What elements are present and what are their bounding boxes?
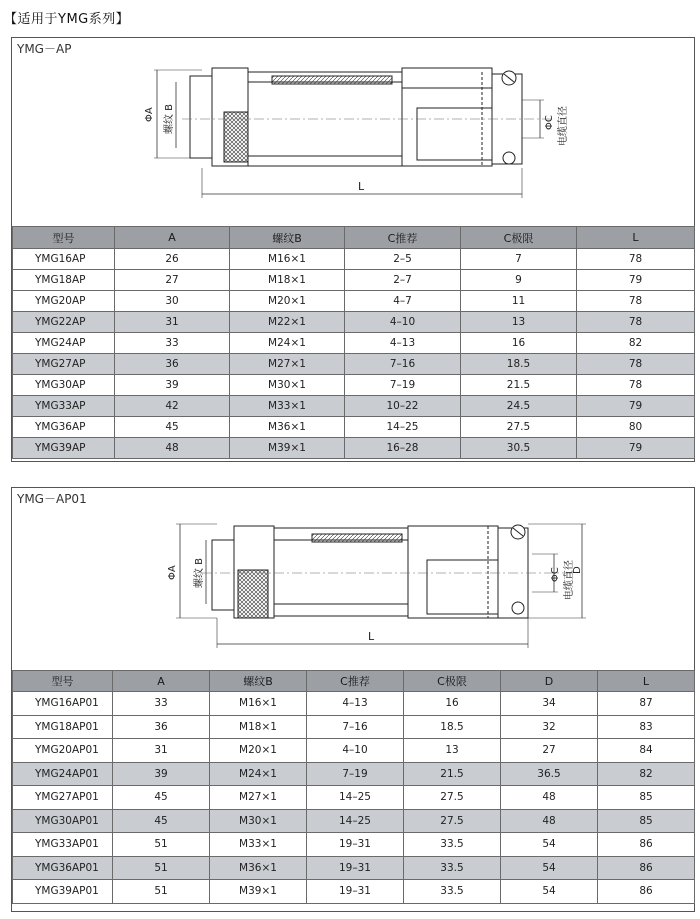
cell-a: 45 (113, 786, 210, 810)
cell-d: 36.5 (501, 762, 598, 786)
cell-d: 32 (501, 715, 598, 739)
ymg-ap01-panel (11, 487, 695, 912)
cell-l: 86 (598, 880, 695, 904)
table-row (13, 270, 695, 291)
cell-c-limit: 18.5 (404, 715, 501, 739)
cell-thread-b: M36×1 (210, 856, 307, 880)
cell-l: 82 (577, 333, 695, 354)
cell-l: 82 (598, 762, 695, 786)
cell-l: 80 (577, 417, 695, 438)
table-row (13, 880, 695, 904)
ymg-ap01-spec-table (12, 670, 695, 904)
cell-c-recommended: 7–16 (307, 715, 404, 739)
cell-c-recommended: 4–10 (345, 312, 461, 333)
cell-a: 51 (113, 833, 210, 857)
cell-thread-b: M22×1 (230, 312, 345, 333)
cell-c-limit: 13 (404, 739, 501, 763)
table-row (13, 375, 695, 396)
cell-c-limit: 9 (461, 270, 577, 291)
cell-c-limit: 27.5 (461, 417, 577, 438)
cell-c-recommended: 7–19 (345, 375, 461, 396)
cell-a: 31 (113, 739, 210, 763)
cell-c-limit: 18.5 (461, 354, 577, 375)
cell-l: 83 (598, 715, 695, 739)
table-row (13, 438, 695, 459)
phi-c-label: ΦC (544, 115, 555, 130)
cable-dia-label: 电缆直径 (558, 106, 569, 146)
cell-thread-b: M18×1 (210, 715, 307, 739)
cell-thread-b: M16×1 (210, 692, 307, 716)
cell-c-recommended: 14–25 (307, 786, 404, 810)
cell-a: 42 (115, 396, 230, 417)
cell-d: 34 (501, 692, 598, 716)
thread-b-label: 螺纹 B (194, 557, 205, 588)
length-label: L (368, 630, 375, 643)
cell-c-limit: 33.5 (404, 856, 501, 880)
header-model: 型号 (13, 227, 115, 249)
header-a: A (115, 227, 230, 249)
cell-model: YMG36AP (13, 417, 115, 438)
cell-c-recommended: 14–25 (345, 417, 461, 438)
cell-a: 39 (113, 762, 210, 786)
cell-c-limit: 11 (461, 291, 577, 312)
dimension-phi-c (522, 100, 569, 146)
cell-a: 39 (115, 375, 230, 396)
dimension-length (217, 618, 528, 648)
table-row (13, 809, 695, 833)
cell-d: 27 (501, 739, 598, 763)
cell-l: 78 (577, 354, 695, 375)
cell-l: 78 (577, 249, 695, 270)
cell-a: 36 (115, 354, 230, 375)
cell-model: YMG16AP (13, 249, 115, 270)
cell-model: YMG24AP01 (13, 762, 113, 786)
cell-c-limit: 33.5 (404, 833, 501, 857)
dimension-length (202, 168, 522, 198)
table-row (13, 333, 695, 354)
header-model: 型号 (13, 671, 113, 692)
cell-thread-b: M24×1 (210, 762, 307, 786)
dimension-thread-b (162, 82, 176, 148)
cell-c-limit: 27.5 (404, 786, 501, 810)
cell-thread-b: M39×1 (210, 880, 307, 904)
cell-thread-b: M24×1 (230, 333, 345, 354)
cell-d: 48 (501, 809, 598, 833)
table-row (13, 291, 695, 312)
header-c-limit: C极限 (404, 671, 501, 692)
dimension-phi-a (167, 524, 217, 618)
cell-l: 79 (577, 396, 695, 417)
cell-model: YMG16AP01 (13, 692, 113, 716)
cell-thread-b: M33×1 (210, 833, 307, 857)
cell-l: 78 (577, 375, 695, 396)
cell-l: 85 (598, 786, 695, 810)
cell-c-recommended: 4–13 (307, 692, 404, 716)
cell-thread-b: M30×1 (230, 375, 345, 396)
cell-c-recommended: 2–5 (345, 249, 461, 270)
cell-d: 48 (501, 786, 598, 810)
cell-thread-b: M30×1 (210, 809, 307, 833)
cell-c-limit: 21.5 (461, 375, 577, 396)
cell-model: YMG36AP01 (13, 856, 113, 880)
header-c-recommended: C推荐 (307, 671, 404, 692)
phi-a-label: ΦA (144, 107, 155, 122)
cell-a: 36 (113, 715, 210, 739)
cell-l: 78 (577, 291, 695, 312)
cell-l: 86 (598, 833, 695, 857)
cell-a: 31 (115, 312, 230, 333)
ymg-ap-connector-drawing (12, 38, 694, 226)
cell-a: 48 (115, 438, 230, 459)
table-row (13, 715, 695, 739)
cell-thread-b: M18×1 (230, 270, 345, 291)
cell-l: 84 (598, 739, 695, 763)
cell-c-limit: 30.5 (461, 438, 577, 459)
cell-thread-b: M20×1 (210, 739, 307, 763)
cell-model: YMG18AP01 (13, 715, 113, 739)
cell-thread-b: M20×1 (230, 291, 345, 312)
header-a: A (113, 671, 210, 692)
cell-thread-b: M33×1 (230, 396, 345, 417)
cell-l: 78 (577, 312, 695, 333)
cell-l: 79 (577, 270, 695, 291)
cell-a: 45 (115, 417, 230, 438)
cell-model: YMG30AP01 (13, 809, 113, 833)
cell-a: 33 (113, 692, 210, 716)
cell-c-recommended: 7–16 (345, 354, 461, 375)
cell-l: 79 (577, 438, 695, 459)
page-heading: 【适用于YMG系列】 (4, 12, 130, 27)
cell-c-recommended: 19–31 (307, 880, 404, 904)
cell-thread-b: M27×1 (230, 354, 345, 375)
cell-a: 45 (113, 809, 210, 833)
cell-a: 33 (115, 333, 230, 354)
table-row (13, 417, 695, 438)
cable-dia-label: 电缆直径 (564, 560, 575, 600)
header-d: D (501, 671, 598, 692)
dimension-phi-c (532, 554, 575, 600)
cell-model: YMG39AP (13, 438, 115, 459)
table-row (13, 354, 695, 375)
length-label: L (358, 180, 365, 193)
phi-c-label: ΦC (550, 567, 561, 582)
table-row (13, 833, 695, 857)
cell-model: YMG27AP (13, 354, 115, 375)
cell-thread-b: M16×1 (230, 249, 345, 270)
cell-l: 86 (598, 856, 695, 880)
header-l: L (577, 227, 695, 249)
phi-a-label: ΦA (167, 565, 178, 580)
cell-d: 54 (501, 856, 598, 880)
cell-c-limit: 16 (461, 333, 577, 354)
cell-c-recommended: 4–7 (345, 291, 461, 312)
dimension-thread-b (192, 540, 206, 604)
header-c-recommended: C推荐 (345, 227, 461, 249)
table-header-row (13, 227, 695, 249)
cell-model: YMG33AP (13, 396, 115, 417)
table-row (13, 396, 695, 417)
table-header-row (13, 671, 695, 692)
cell-model: YMG24AP (13, 333, 115, 354)
table-row (13, 762, 695, 786)
header-c-limit: C极限 (461, 227, 577, 249)
cell-c-recommended: 14–25 (307, 809, 404, 833)
cell-model: YMG33AP01 (13, 833, 113, 857)
cell-model: YMG39AP01 (13, 880, 113, 904)
cell-c-limit: 16 (404, 692, 501, 716)
cell-model: YMG18AP (13, 270, 115, 291)
cell-model: YMG30AP (13, 375, 115, 396)
table-row (13, 312, 695, 333)
cell-c-recommended: 7–19 (307, 762, 404, 786)
cell-c-limit: 24.5 (461, 396, 577, 417)
cell-l: 85 (598, 809, 695, 833)
cell-c-recommended: 19–31 (307, 833, 404, 857)
cell-model: YMG20AP (13, 291, 115, 312)
cell-model: YMG22AP (13, 312, 115, 333)
table-row (13, 856, 695, 880)
ymg-ap01-title: YMG－AP01 (17, 492, 87, 506)
cell-a: 51 (113, 880, 210, 904)
table-row (13, 786, 695, 810)
cell-a: 51 (113, 856, 210, 880)
connector-body (190, 68, 522, 166)
ymg-ap01-connector-drawing (12, 488, 694, 670)
cell-thread-b: M39×1 (230, 438, 345, 459)
ymg-ap-spec-table (12, 226, 695, 459)
cell-c-limit: 27.5 (404, 809, 501, 833)
header-thread-b: 螺纹B (210, 671, 307, 692)
ymg-ap-panel (11, 37, 695, 462)
cell-model: YMG27AP01 (13, 786, 113, 810)
header-thread-b: 螺纹B (230, 227, 345, 249)
cell-c-recommended: 2–7 (345, 270, 461, 291)
cell-model: YMG20AP01 (13, 739, 113, 763)
header-l: L (598, 671, 695, 692)
cell-thread-b: M36×1 (230, 417, 345, 438)
table-row (13, 249, 695, 270)
d-label: D (572, 566, 583, 574)
cell-c-recommended: 19–31 (307, 856, 404, 880)
connector-body (212, 525, 528, 618)
cell-a: 30 (115, 291, 230, 312)
cell-a: 27 (115, 270, 230, 291)
cell-c-recommended: 16–28 (345, 438, 461, 459)
cell-d: 54 (501, 833, 598, 857)
cell-thread-b: M27×1 (210, 786, 307, 810)
cell-c-limit: 33.5 (404, 880, 501, 904)
thread-b-label: 螺纹 B (164, 103, 175, 134)
cell-c-limit: 7 (461, 249, 577, 270)
cell-c-limit: 21.5 (404, 762, 501, 786)
cell-c-recommended: 4–13 (345, 333, 461, 354)
cell-c-limit: 13 (461, 312, 577, 333)
table-row (13, 692, 695, 716)
cell-c-recommended: 10–22 (345, 396, 461, 417)
ymg-ap-title: YMG－AP (17, 42, 72, 56)
cell-c-recommended: 4–10 (307, 739, 404, 763)
table-row (13, 739, 695, 763)
cell-d: 54 (501, 880, 598, 904)
cell-l: 87 (598, 692, 695, 716)
cell-a: 26 (115, 249, 230, 270)
